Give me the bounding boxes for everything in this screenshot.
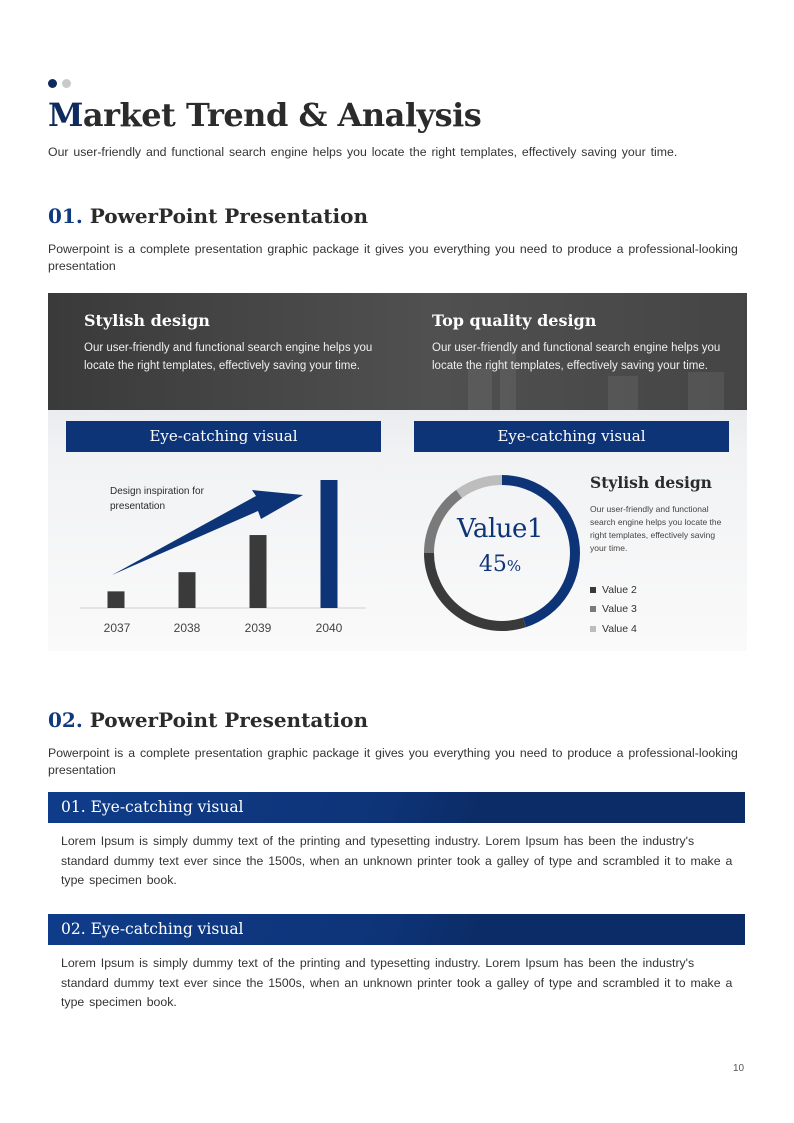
legend-label: Value 3 — [602, 603, 637, 616]
x-tick-label: 2039 — [244, 621, 272, 635]
legend-item — [590, 600, 637, 620]
right-visual-band: Eye-catching visual — [414, 421, 729, 452]
section1-heading — [48, 204, 368, 228]
item-heading-bar: 02. Eye-catching visual — [48, 914, 745, 945]
item-heading-bar: 01. Eye-catching visual — [48, 792, 745, 823]
donut-slice-value-4 — [459, 480, 502, 494]
bar-2038 — [179, 572, 196, 608]
legend-label: Value 2 — [602, 583, 637, 596]
section1-number: 01. — [48, 204, 83, 228]
x-tick-label: 2038 — [173, 621, 201, 635]
skyline-shape — [608, 376, 638, 410]
donut-percent-unit: % — [506, 557, 522, 575]
x-tick-label: 2037 — [103, 621, 131, 635]
section1-description: Powerpoint is a complete presentation graphic package it gives you everything you need to produce a professional-looking presentation — [48, 242, 738, 273]
section2-description: Powerpoint is a complete presentation graphic package it gives you everything you need to produce a professional-looking presentation — [48, 746, 738, 777]
section2-heading — [48, 708, 368, 732]
donut-center-percent — [440, 552, 560, 577]
feature-title: Stylish design — [84, 311, 210, 330]
bar-2040 — [321, 480, 338, 608]
page-title-rest: arket Trend & Analysis — [82, 96, 482, 134]
x-tick-label: 2040 — [315, 621, 343, 635]
legend-label: Value 4 — [602, 622, 637, 635]
feature-title: Top quality design — [432, 311, 597, 330]
feature-text: Our user-friendly and functional search engine helps you locate the right templates, effectively saving your time. — [432, 342, 721, 372]
skyline-shape — [688, 372, 724, 410]
chart-annotation: Design inspiration for presentation — [110, 486, 204, 512]
visual-panel — [48, 293, 747, 651]
side-text: Our user-friendly and functional search engine helps you locate the right templates, effectively saving your time. — [590, 504, 722, 553]
left-visual-band: Eye-catching visual — [66, 421, 381, 452]
title-decoration-dots — [48, 79, 71, 88]
feature-banner — [48, 293, 747, 410]
legend-swatch — [590, 587, 596, 593]
legend-item — [590, 580, 637, 600]
section1-title: PowerPoint Presentation — [89, 204, 369, 228]
legend-swatch — [590, 626, 596, 632]
donut-percent-number: 45 — [478, 552, 507, 577]
page-number: 10 — [733, 1063, 745, 1074]
gray-dot — [62, 79, 71, 88]
item-body-text: Lorem Ipsum is simply dummy text of the printing and typesetting industry. Lorem Ipsum has been the industry's standard dummy text ever since the 1500s, when an unknown printer took a galley of type and scrambled it to make a type specimen book. — [61, 834, 733, 887]
side-title: Stylish design — [590, 473, 712, 492]
page-title — [48, 96, 481, 134]
donut-legend — [590, 580, 637, 639]
page-subtitle: Our user-friendly and functional search engine helps you locate the right templates, effectively saving your time. — [48, 145, 678, 159]
legend-swatch — [590, 606, 596, 612]
feature-block-left — [84, 311, 374, 375]
bar-2037 — [108, 591, 125, 608]
feature-block-right — [432, 311, 722, 375]
section2-title: PowerPoint Presentation — [89, 708, 369, 732]
feature-text: Our user-friendly and functional search engine helps you locate the right templates, effectively saving your time. — [84, 342, 373, 372]
legend-item — [590, 619, 637, 639]
donut-center-label: Value1 — [457, 514, 543, 544]
section2-number: 02. — [48, 708, 83, 732]
item-body-text: Lorem Ipsum is simply dummy text of the printing and typesetting industry. Lorem Ipsum has been the industry's standard dummy text ever since the 1500s, when an unknown printer took a galley of type and scrambled it to make a type specimen book. — [61, 956, 733, 1009]
bar-2039 — [250, 535, 267, 608]
page-title-initial: M — [48, 96, 83, 134]
navy-dot — [48, 79, 57, 88]
